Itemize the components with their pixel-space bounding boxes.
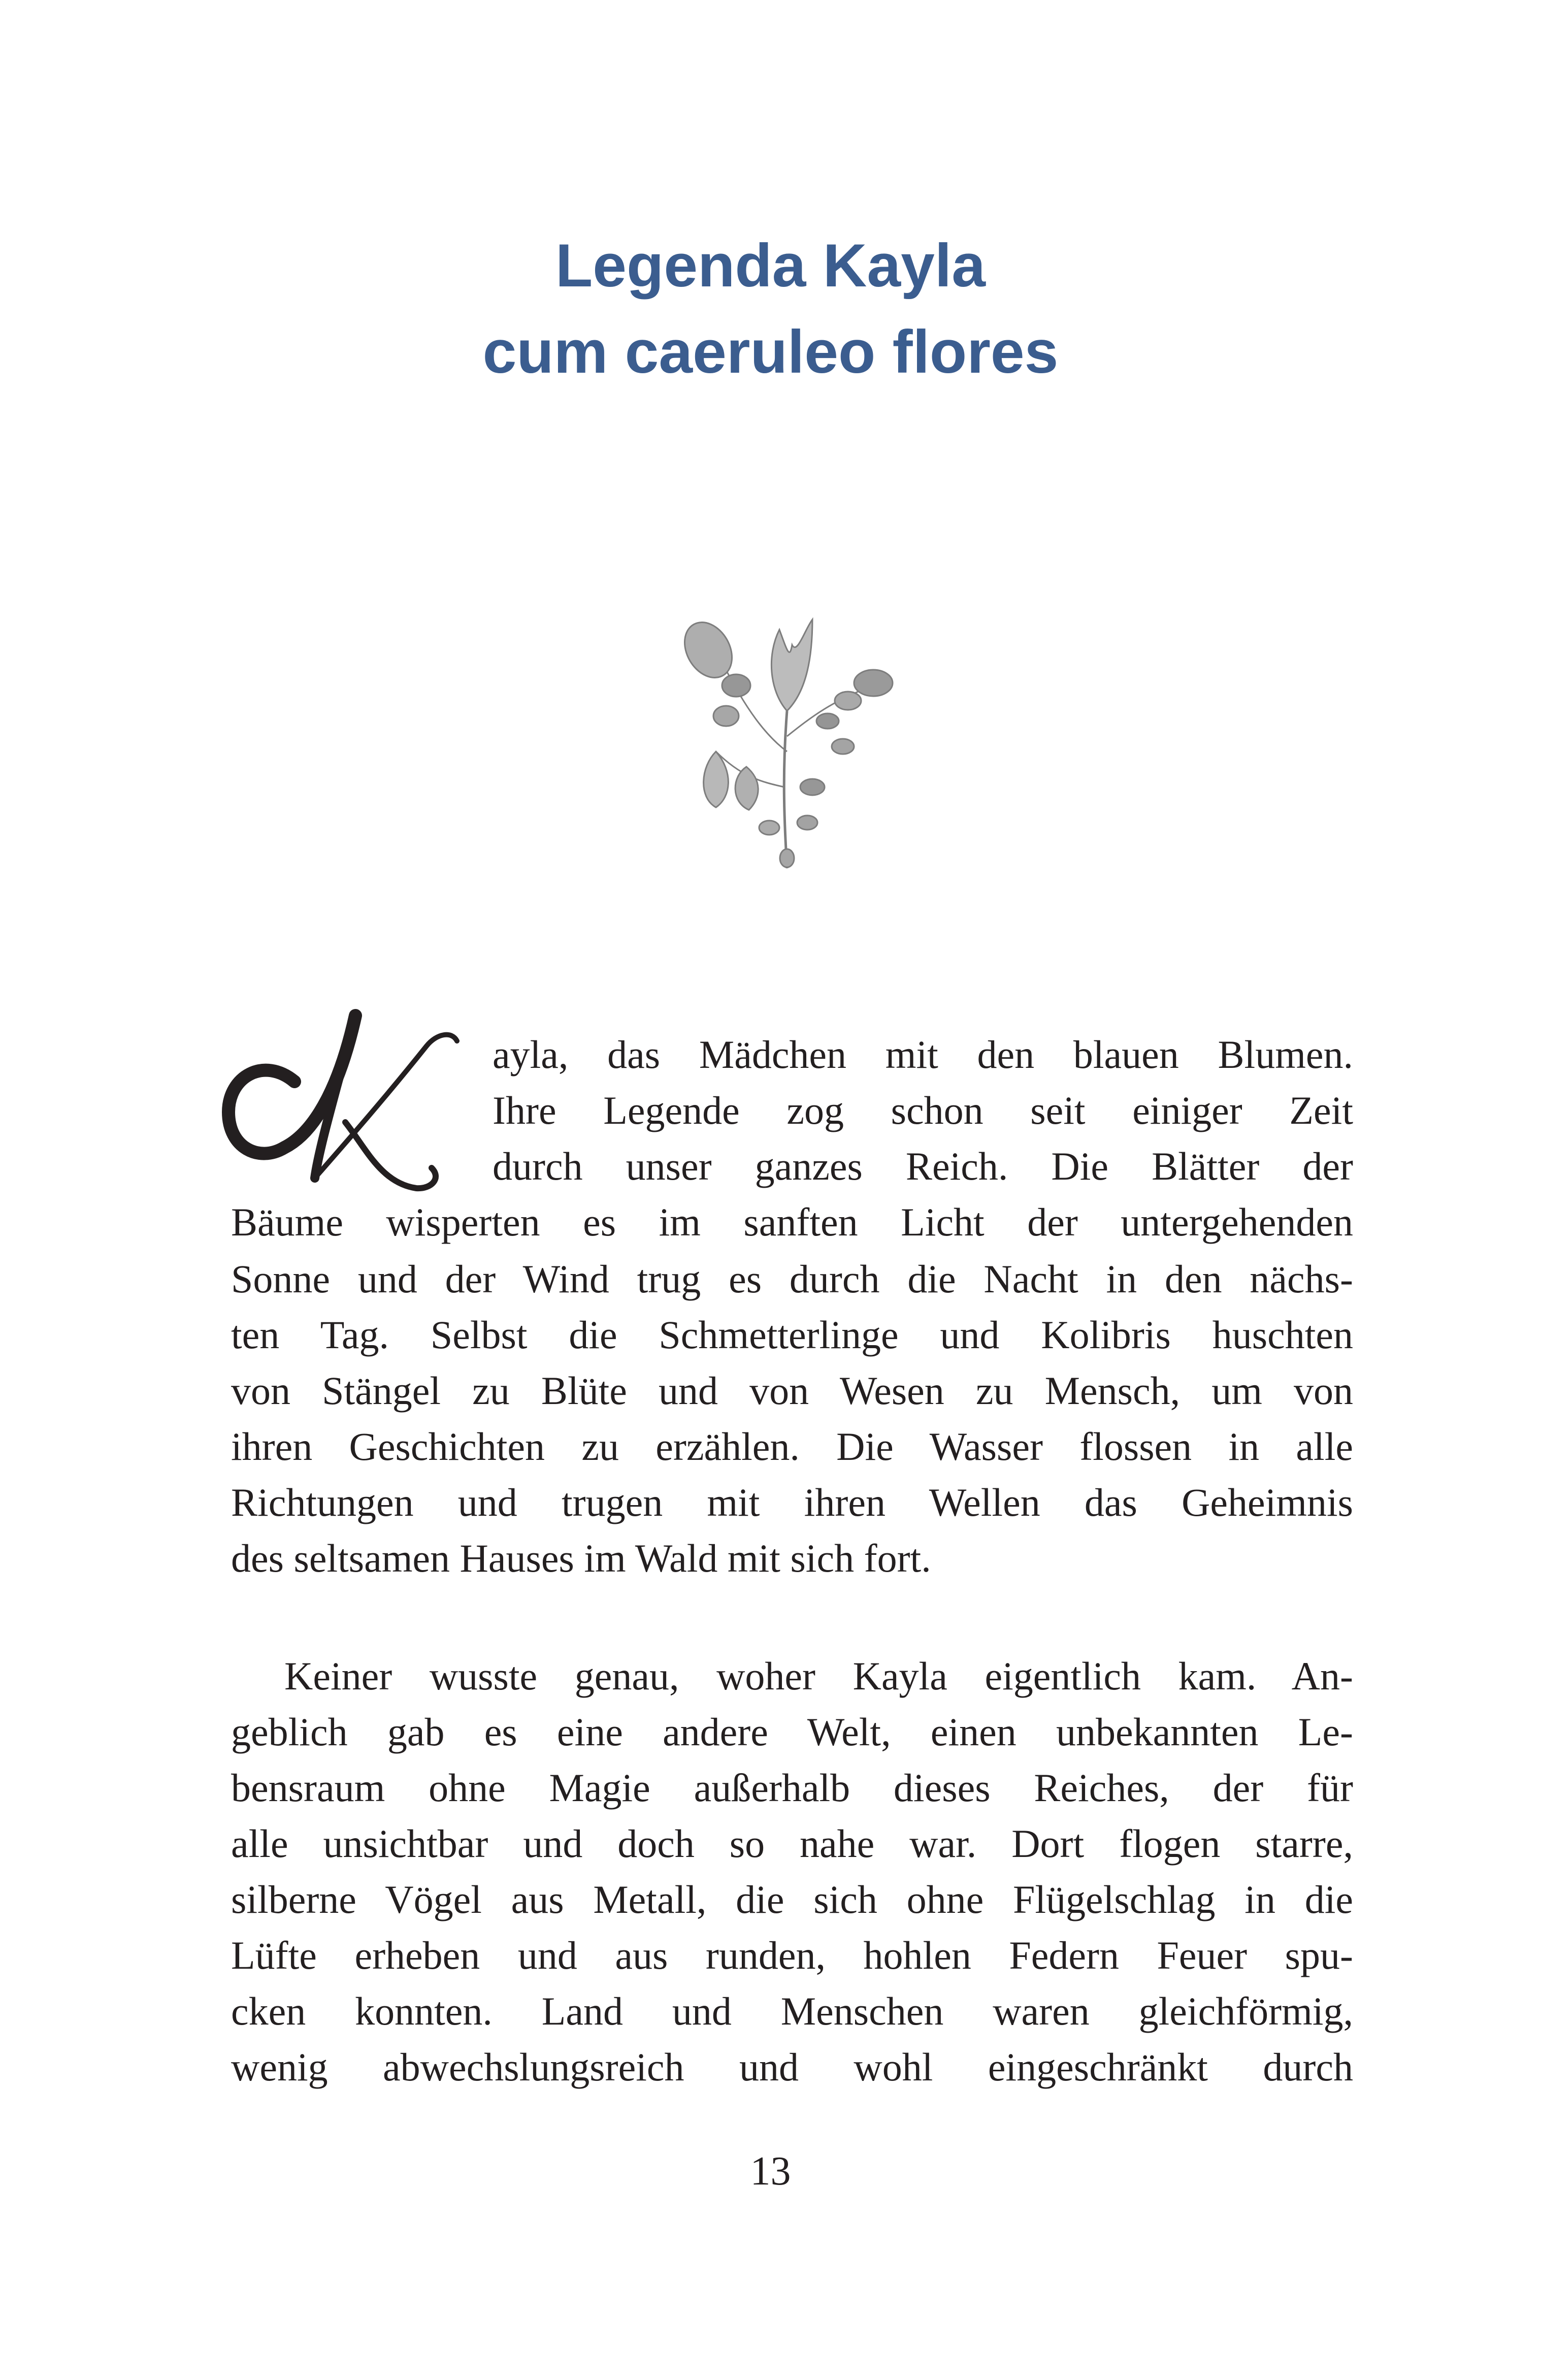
paragraph-2-line: Lüfte erheben und aus runden, hohlen Federn Feuer spu- [231, 1933, 1353, 1977]
paragraph-1-line: ihren Geschichten zu erzählen. Die Wasser flossen in alle [231, 1424, 1353, 1469]
paragraph-1-line: Ihre Legende zog schon seit einiger Zeit [493, 1088, 1353, 1132]
paragraph-1-line: von Stängel zu Blüte und von Wesen zu Mensch, um von [231, 1368, 1353, 1413]
paragraph-1-line: Richtungen und trugen mit ihren Wellen das Geheimnis [231, 1480, 1353, 1524]
dropcap-letter-k [218, 995, 462, 1198]
paragraph-1-line: ayla, das Mädchen mit den blauen Blumen. [493, 1032, 1353, 1077]
paragraph-1-line: durch unser ganzes Reich. Die Blätter der [493, 1144, 1353, 1188]
paragraph-2-line: silberne Vögel aus Metall, die sich ohne Flügelschlag in die [231, 1877, 1353, 1921]
paragraph-2-line: Keiner wusste genau, woher Kayla eigentlich kam. An- [284, 1654, 1353, 1698]
watercolor-flower-icon [660, 584, 914, 889]
paragraph-1-line: ten Tag. Selbst die Schmetterlinge und Kolibris huschten [231, 1313, 1353, 1357]
chapter-title-line-2: cum caeruleo flores [482, 318, 1059, 386]
paragraph-1-line: Sonne und der Wind trug es durch die Nacht in den nächs- [231, 1257, 1353, 1301]
chapter-title-line-1: Legenda Kayla [555, 232, 986, 300]
paragraph-2-line: geblich gab es eine andere Welt, einen unbekannten Le- [231, 1710, 1353, 1754]
paragraph-2-line: alle unsichtbar und doch so nahe war. Dort flogen starre, [231, 1821, 1353, 1866]
paragraph-2-line: wenig abwechslungsreich und wohl eingeschränkt durch [231, 2045, 1353, 2089]
paragraph-1-line: des seltsamen Hauses im Wald mit sich fort. [231, 1536, 931, 1580]
paragraph-2-line: bensraum ohne Magie außerhalb dieses Reiches, der für [231, 1766, 1353, 1810]
paragraph-2-line: cken konnten. Land und Menschen waren gleichförmig, [231, 1989, 1353, 2033]
paragraph-1-line: Bäume wisperten es im sanften Licht der untergehenden [231, 1200, 1353, 1244]
page-number: 13 [750, 2149, 791, 2194]
